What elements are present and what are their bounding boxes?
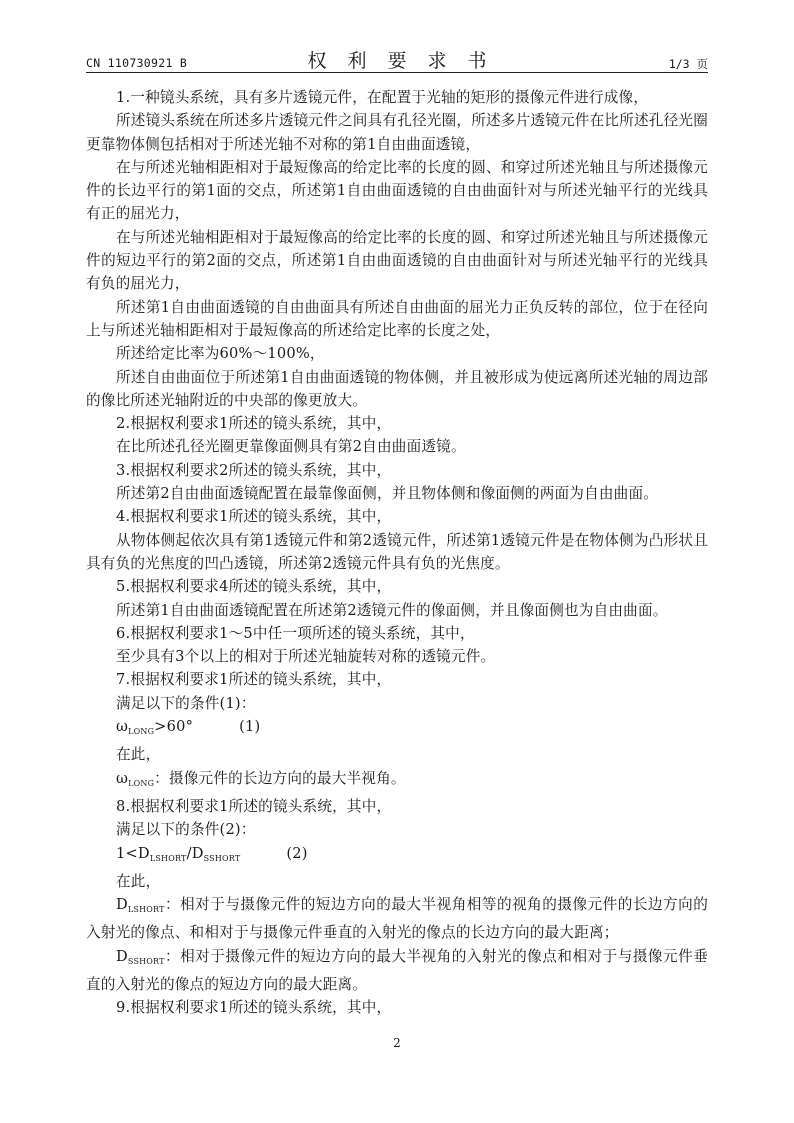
claim-9-preamble: 9.根据权利要求1所述的镜头系统，其中，: [116, 999, 392, 1017]
definition-subscript: SSHORT: [127, 956, 165, 966]
page-indicator: 1/3 页: [668, 57, 708, 71]
claim-3-body: 所述第2自由曲面透镜配置在最靠像面侧，并且物体侧和像面侧的两面为自由曲面。: [116, 485, 659, 503]
claims-body: [86, 86, 708, 1020]
page-header: [86, 44, 708, 74]
definition-symbol: D: [116, 896, 128, 914]
definition-text: ：相对于与摄像元件的短边方向的最大半视角相等的视角的摄像元件的长边方向的入射光的像点、和相对于与摄像元件垂直的入射光的像点的长边方向的最大距离；: [86, 896, 708, 942]
claim-5-body: 所述第1自由曲面透镜配置在所述第2透镜元件的像面侧，并且像面侧也为自由曲面。: [116, 601, 668, 619]
omega-subscript: LONG: [128, 727, 155, 737]
dlshort-definition: [86, 893, 708, 945]
claim-1-paragraph: 在与所述光轴相距相对于最短像高的给定比率的长度的圆、和穿过所述光轴且与所述摄像元件的长边平行的第1面的交点，所述第1自由曲面透镜的自由曲面针对与所述光轴平行的光线具有正的屈光力，: [86, 158, 708, 223]
condition-2-formula: [86, 842, 708, 870]
definition-subscript: LONG: [128, 778, 155, 788]
claim-8-preamble: 8.根据权利要求1所述的镜头系统，其中，: [116, 797, 392, 815]
formula-tag: (1): [239, 718, 261, 736]
claim-1-paragraph: 所述给定比率为60%～100%，: [116, 345, 325, 363]
formula-tag: (2): [286, 844, 308, 862]
definition-symbol: ω: [116, 769, 129, 787]
claim-1-preamble: 1.一种镜头系统，具有多片透镜元件，在配置于光轴的矩形的摄像元件进行成像，: [116, 89, 649, 106]
formula-expression: >60°: [154, 718, 194, 736]
claim-2-body: 在比所述孔径光圈更靠像面侧具有第2自由曲面透镜。: [116, 438, 466, 456]
definition-subscript: LSHORT: [127, 905, 165, 915]
document-title: 权利要求书: [307, 50, 508, 72]
header-divider: [86, 72, 708, 73]
claim-7-preamble: 7.根据权利要求1所述的镜头系统，其中，: [116, 671, 392, 689]
formula-subscript: SSHORT: [203, 853, 241, 863]
claim-1-paragraph: 所述镜头系统在所述多片透镜元件之间具有孔径光圈，所述多片透镜元件在比所述孔径光圈更靠物体侧包括相对于所述光轴不对称的第1自由曲面透镜，: [86, 112, 708, 153]
condition-1-formula: [86, 715, 708, 743]
patent-number: CN 110730921 B: [86, 56, 188, 70]
claim-8-where: 在此，: [116, 872, 161, 890]
claim-1-paragraph: 在与所述光轴相距相对于最短像高的给定比率的长度的圆、和穿过所述光轴且与所述摄像元件的短边平行的第2面的交点，所述第1自由曲面透镜的自由曲面针对与所述光轴平行的光线具有负的屈光力，: [86, 228, 708, 293]
formula-expression: /D: [186, 844, 204, 862]
omega-symbol: ω: [116, 718, 129, 736]
definition-symbol: D: [116, 947, 128, 965]
claim-1-paragraph: 所述自由曲面位于所述第1自由曲面透镜的物体侧，并且被形成为使远离所述光轴的周边部的像比所述光轴附近的中央部的像更放大。: [86, 368, 708, 409]
claim-8-condition-intro: 满足以下的条件(2)：: [116, 821, 256, 839]
omega-definition: [86, 767, 708, 795]
claim-6-body: 至少具有3个以上的相对于所述光轴旋转对称的透镜元件。: [116, 648, 496, 666]
claim-6-preamble: 6.根据权利要求1～5中任一项所述的镜头系统，其中，: [116, 624, 475, 642]
claim-4-preamble: 4.根据权利要求1所述的镜头系统，其中，: [116, 508, 392, 526]
claim-7-where: 在此，: [116, 746, 161, 764]
definition-text: ：摄像元件的长边方向的最大半视角。: [154, 769, 406, 787]
definition-text: ：相对于摄像元件的短边方向的最大半视角的入射光的像点和相对于与摄像元件垂直的入射光的像点的短边方向的最大距离。: [86, 947, 708, 993]
claim-4-body: 从物体侧起依次具有第1透镜元件和第2透镜元件，所述第1透镜元件是在物体侧为凸形状且具有负的光焦度的凹凸透镜，所述第2透镜元件具有负的光焦度。: [86, 531, 708, 572]
claim-1-paragraph: 所述第1自由曲面透镜的自由曲面具有所述自由曲面的屈光力正负反转的部位，位于在径向上与所述光轴相距相对于最短像高的所述给定比率的长度之处，: [86, 298, 708, 339]
formula-subscript: LSHORT: [149, 853, 187, 863]
page-number: 2: [393, 1036, 401, 1050]
dsshort-definition: [86, 945, 708, 997]
claim-3-preamble: 3.根据权利要求2所述的镜头系统，其中，: [116, 461, 392, 479]
claim-2-preamble: 2.根据权利要求1所述的镜头系统，其中，: [116, 415, 392, 433]
claim-5-preamble: 5.根据权利要求4所述的镜头系统，其中，: [116, 578, 392, 596]
formula-expression: 1<D: [116, 844, 150, 862]
claim-7-condition-intro: 满足以下的条件(1)：: [116, 694, 256, 712]
